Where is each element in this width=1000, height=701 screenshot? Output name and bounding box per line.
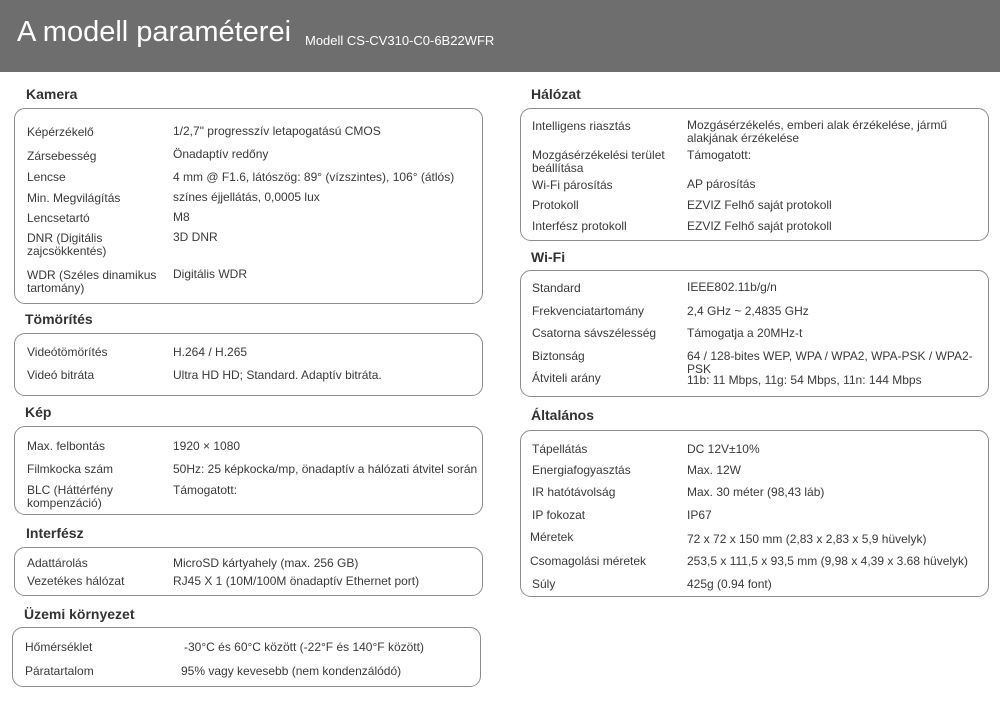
spec-value: 2,4 GHz ~ 2,4835 GHz — [687, 304, 809, 318]
spec-label: Filmkocka szám — [27, 462, 114, 476]
spec-value: 1/2,7" progresszív letapogatású CMOS — [173, 124, 381, 138]
spec-value: Támogatott: — [173, 483, 238, 497]
section-title-wifi: Wi-Fi — [531, 249, 566, 265]
spec-label: Mozgásérzékelési terület beállítása — [532, 148, 665, 175]
spec-label: Intelligens riasztás — [532, 119, 631, 133]
spec-value: RJ45 X 1 (10M/100M önadaptív Ethernet port) — [173, 574, 420, 588]
spec-value: EZVIZ Felhő saját protokoll — [687, 219, 832, 233]
spec-value: IEEE802.11b/g/n — [687, 280, 777, 294]
spec-label: Csomagolási méretek — [530, 554, 647, 568]
spec-value: 64 / 128-bites WEP, WPA / WPA2, WPA-PSK / WPA2-PSK — [687, 349, 973, 376]
spec-value: Mozgásérzékelés, emberi alak érzékelése, jármű alakjának érzékelése — [687, 118, 948, 145]
spec-value: MicroSD kártyahely (max. 256 GB) — [173, 556, 359, 570]
spec-label: Súly — [532, 577, 556, 591]
page-title: A modell paraméterei — [17, 16, 292, 48]
section-box-wifi — [520, 270, 989, 397]
section-title-interfesz: Interfész — [26, 525, 84, 541]
spec-value: EZVIZ Felhő saját protokoll — [687, 198, 832, 212]
section-title-kep: Kép — [25, 404, 52, 420]
model-number: Modell CS-CV310-C0-6B22WFR — [305, 33, 495, 48]
spec-value: 1920 × 1080 — [173, 439, 241, 453]
spec-value: 425g (0.94 font) — [687, 577, 772, 591]
spec-label: Standard — [532, 281, 581, 295]
spec-value: 95% vagy kevesebb (nem kondenzálódó) — [181, 664, 402, 678]
section-title-uzemi: Üzemi környezet — [24, 606, 135, 622]
spec-label: Hőmérséklet — [25, 640, 93, 654]
spec-label: Frekvenciatartomány — [532, 304, 645, 318]
spec-label: WDR (Széles dinamikus tartomány) — [27, 268, 157, 295]
spec-label: Videó bitráta — [27, 368, 95, 382]
spec-value: 11b: 11 Mbps, 11g: 54 Mbps, 11n: 144 Mbps — [687, 373, 922, 387]
spec-label: Protokoll — [532, 198, 579, 212]
spec-label: Átviteli arány — [532, 371, 601, 385]
section-box-tomorites — [14, 333, 483, 396]
spec-label: Lencsetartó — [27, 211, 90, 225]
spec-value: Digitális WDR — [173, 267, 248, 281]
spec-value: 253,5 x 111,5 x 93,5 mm (9,98 x 4,39 x 3.68 hüvelyk) — [687, 554, 969, 568]
section-title-halozat: Hálózat — [531, 86, 581, 102]
spec-value: színes éjjellátás, 0,0005 lux — [173, 190, 320, 204]
section-title-tomorites: Tömörítés — [25, 311, 93, 327]
spec-label: Csatorna sávszélesség — [532, 326, 657, 340]
section-box-interfesz — [14, 547, 483, 596]
section-box-kep — [14, 426, 483, 515]
spec-value: Önadaptív redőny — [173, 147, 269, 161]
spec-label: Tápellátás — [532, 442, 588, 456]
spec-value: 72 x 72 x 150 mm (2,83 x 2,83 x 5,9 hüvelyk) — [687, 532, 927, 546]
spec-label: Energiafogyasztás — [532, 463, 631, 477]
section-box-altalanos — [520, 430, 989, 597]
page-header — [0, 0, 1000, 72]
section-box-kamera — [14, 108, 483, 304]
spec-label: Páratartalom — [25, 664, 94, 678]
spec-label: Zársebesség — [27, 149, 97, 163]
spec-label: IR hatótávolság — [532, 485, 616, 499]
spec-label: Max. felbontás — [27, 439, 106, 453]
spec-value: 3D DNR — [173, 230, 218, 244]
spec-label: Interfész protokoll — [532, 219, 627, 233]
spec-label: IP fokozat — [532, 508, 586, 522]
section-box-halozat — [520, 108, 989, 241]
spec-label: Méretek — [530, 530, 574, 544]
spec-label: Videótömörítés — [27, 345, 108, 359]
spec-label: Min. Megvilágítás — [27, 191, 121, 205]
spec-label: Képérzékelő — [27, 125, 94, 139]
spec-value: DC 12V±10% — [687, 442, 760, 456]
section-box-uzemi — [12, 627, 481, 687]
spec-value: Támogatott: — [687, 148, 752, 162]
spec-value: -30°C és 60°C között (-22°F és 140°F között) — [184, 640, 424, 654]
section-title-altalanos: Általános — [531, 407, 595, 423]
spec-label: Lencse — [27, 170, 66, 184]
spec-label: Wi-Fi párosítás — [532, 178, 613, 192]
spec-value: IP67 — [687, 508, 712, 522]
spec-label: BLC (Háttérfény kompenzáció) — [27, 483, 114, 510]
spec-value: Max. 12W — [687, 463, 742, 477]
spec-label: DNR (Digitális zajcsökkentés) — [27, 231, 107, 258]
spec-value: Ultra HD HD; Standard. Adaptív bitráta. — [173, 368, 382, 382]
spec-value: Max. 30 méter (98,43 láb) — [687, 485, 825, 499]
spec-value: Támogatja a 20MHz-t — [687, 326, 803, 340]
spec-value: 4 mm @ F1.6, látószög: 89° (vízszintes), 106° (átlós) — [173, 170, 455, 184]
spec-value: 50Hz: 25 képkocka/mp, önadaptív a hálózati átvitel során — [173, 462, 478, 476]
spec-label: Adattárolás — [27, 556, 88, 570]
spec-value: AP párosítás — [687, 177, 756, 191]
section-title-kamera: Kamera — [26, 86, 78, 102]
spec-value: M8 — [173, 210, 190, 224]
spec-value: H.264 / H.265 — [173, 345, 248, 359]
spec-label: Biztonság — [532, 349, 585, 363]
spec-label: Vezetékes hálózat — [27, 574, 125, 588]
